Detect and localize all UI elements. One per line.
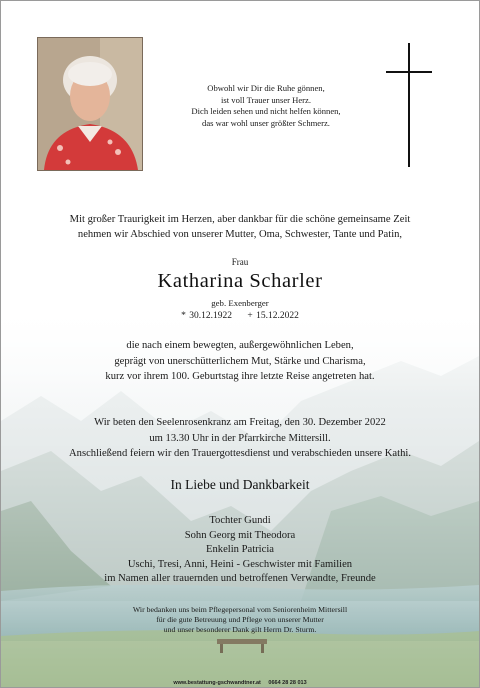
mourners-list [21, 514, 459, 587]
tribute-text [21, 338, 459, 385]
service-line: Wir beten den Seelenrosenkranz am Freitag, den 30. Dezember 2022 [94, 417, 386, 428]
thanks-line: für die gute Betreuung und Pflege von unserer Mutter [156, 615, 324, 624]
intro-line: nehmen wir Abschied von unserer Mutter, Oma, Schwester, Tante und Patin, [77, 229, 403, 240]
deceased-name: Katharina Scharler [157, 270, 323, 292]
tribute-line: geprägt von unerschütterlichem Mut, Stärke und Charisma, [114, 355, 366, 367]
service-line: um 13.30 Uhr in der Pfarrkirche Mittersill. [149, 432, 331, 444]
quote-line: ist voll Trauer unser Herz. [221, 94, 311, 105]
portrait-image [38, 38, 142, 170]
salutation: Frau [231, 257, 249, 267]
footer-phone: 0664 28 28 013 [268, 680, 307, 686]
mourner-line: Sohn Georg mit Theodora [184, 529, 296, 541]
memorial-quote [161, 83, 371, 129]
intro-line: Mit großer Traurigkeit im Herzen, aber dankbar für die schöne gemeinsame Zeit [69, 214, 411, 225]
quote-line: das war wohl unser größter Schmerz. [202, 117, 330, 128]
footer-website[interactable]: www.bestattung-gschwandtner.at [173, 680, 261, 686]
birth-date: * 30.12.1922 [181, 311, 232, 321]
portrait-photo [37, 37, 143, 171]
quote-line: Obwohl wir Dir die Ruhe gönnen, [207, 83, 325, 93]
intro-text [31, 212, 449, 242]
mourner-line: Uschi, Tresi, Anni, Heini - Geschwister mit Familien [127, 558, 353, 570]
death-date: + 15.12.2022 [247, 311, 299, 321]
mourner-line: Tochter Gundi [209, 515, 271, 526]
birth-name: geb. Exenberger [211, 298, 269, 308]
tribute-line: kurz vor ihrem 100. Geburtstag ihre letzte Reise angetreten hat. [105, 371, 375, 382]
tribute-line: die nach einem bewegten, außergewöhnlichen Leben, [126, 340, 354, 351]
thanks-note [41, 605, 439, 635]
closing-heading: In Liebe und Dankbarkeit [170, 477, 310, 492]
mourner-line: im Namen aller trauernden und betroffenen Verwandte, Freunde [104, 573, 376, 585]
footer [1, 680, 479, 686]
service-line: Anschließend feiern wir den Trauergottesdienst und verabschieden unsere Kathi. [69, 448, 411, 459]
thanks-line: Wir bedanken uns beim Pflegepersonal vom Seniorenheim Mittersill [132, 605, 348, 614]
thanks-line: und unser besonderer Dank gilt Herrn Dr. Sturm. [163, 625, 317, 634]
cross-icon [386, 43, 432, 167]
quote-line: Dich leiden sehen und nicht helfen können, [191, 106, 341, 116]
life-dates [1, 311, 479, 321]
service-info [21, 415, 459, 462]
mourner-line: Enkelin Patricia [206, 544, 274, 556]
